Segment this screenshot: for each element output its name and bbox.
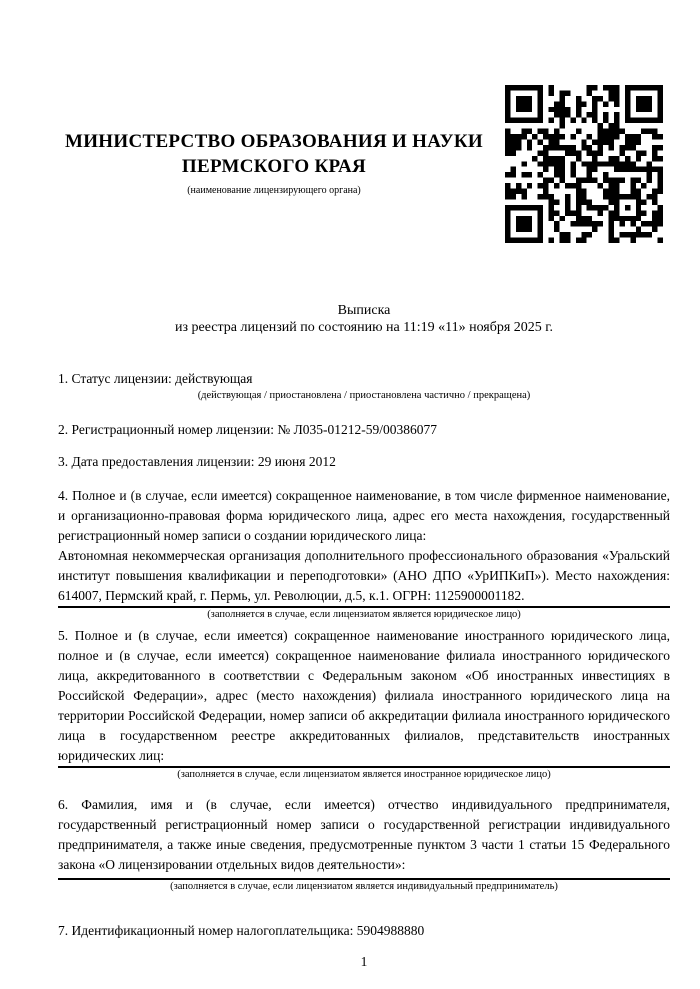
authority-caption: (наименование лицензирующего органа) bbox=[187, 185, 361, 196]
item-4-legal-entity bbox=[58, 486, 670, 621]
document-body bbox=[58, 302, 670, 972]
page-number: 1 bbox=[360, 954, 368, 969]
ministry-name-line2: ПЕРМСКОГО КРАЯ bbox=[181, 156, 367, 177]
item-5-caption: (заполняется в случае, если лицензиатом является иностранное юридическое лицо) bbox=[177, 769, 551, 780]
item-4-text: 4. Полное и (в случае, если имеется) сокращенное наименование, в том числе фирменное наименование, и организационно-правовая форма юридического лица, адрес его места нахождения, государственный регистрационный номер записи о создании юридического лица: bbox=[58, 488, 670, 543]
item-3-grant-date bbox=[58, 452, 670, 472]
item-5-foreign-entity bbox=[58, 626, 670, 781]
document-title bbox=[58, 302, 670, 336]
item-3-text: 3. Дата предоставления лицензии: 29 июня 2012 bbox=[58, 454, 336, 469]
qr-code bbox=[505, 85, 663, 243]
document-title-line2: из реестра лицензий по состоянию на 11:19 «11» ноября 2025 г. bbox=[175, 320, 553, 335]
item-1-caption: (действующая / приостановлена / приостановлена частично / прекращена) bbox=[197, 390, 531, 401]
item-4-caption: (заполняется в случае, если лицензиатом является юридическое лицо) bbox=[207, 609, 521, 620]
item-1-text: 1. Статус лицензии: действующая bbox=[58, 371, 253, 386]
item-6-text: 6. Фамилия, имя и (в случае, если имеется) отчество индивидуального предпринимателя, государственный регистрационный номер записи о государственной регистрации индивидуального предпринимателя, а также иные сведения, предусмотренные пунктом 3 части 1 статьи 15 Федерального закона «О лицензировании отдельных видов деятельности»: bbox=[58, 797, 670, 872]
item-7-taxpayer-number bbox=[58, 921, 670, 941]
item-4-value: Автономная некоммерческая организация дополнительного профессионального образования «Уральский институт повышения квалификации и переподготовки» (АНО ДПО «УрИПКиП»). Место нахождения: 614007, Пермский край, г. Пермь, ул. Революции, д.5, к.1. ОГРН: 1125900001182. bbox=[58, 548, 670, 603]
item-5-text: 5. Полное и (в случае, если имеется) сокращенное наименование иностранного юридического лица, полное и (в случае, если имеется) сокращенное наименование филиала иностранного юридического лица, аккредитованного в соответствии с Федеральным законом «Об иностранных инвестициях в Российской Федерации», адрес (место нахождения) филиала иностранного юридического лица на территории Российской Федерации, номер записи об аккредитации филиала иностранного юридического лица в государственном реестре аккредитованных филиалов, представительств иностранных юридических лиц: bbox=[58, 628, 670, 763]
document-title-line1: Выписка bbox=[337, 303, 391, 318]
issuing-authority-header bbox=[58, 129, 490, 197]
item-1-license-status bbox=[58, 369, 670, 402]
item-6-individual-entrepreneur bbox=[58, 795, 670, 893]
item-2-text: 2. Регистрационный номер лицензии: № Л035-01212-59/00386077 bbox=[58, 422, 438, 437]
ministry-name-line1: МИНИСТЕРСТВО ОБРАЗОВАНИЯ И НАУКИ bbox=[64, 131, 484, 152]
item-7-text: 7. Идентификационный номер налогоплательщика: 5904988880 bbox=[58, 923, 425, 938]
item-6-caption: (заполняется в случае, если лицензиатом является индивидуальный предприниматель) bbox=[170, 881, 558, 892]
item-2-registration-number bbox=[58, 420, 670, 440]
